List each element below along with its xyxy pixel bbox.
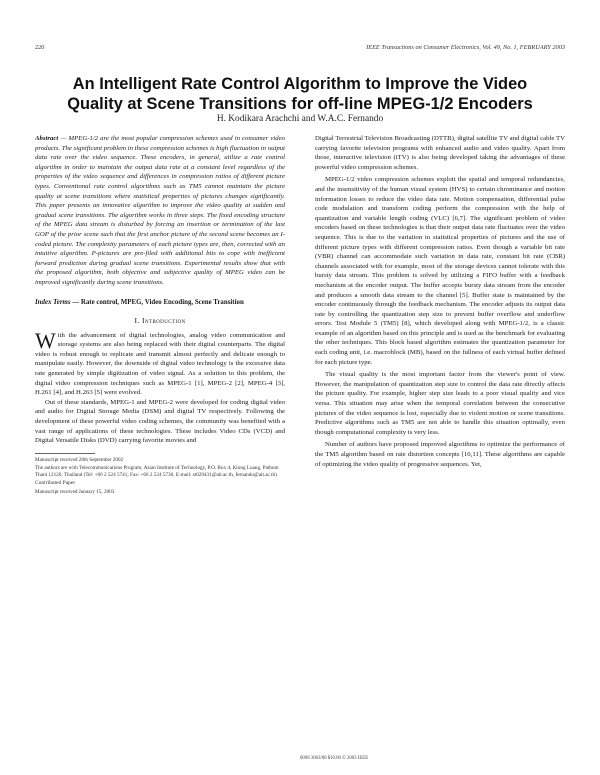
title-line-1: An Intelligent Rate Control Algorithm to Improve the Video: [72, 75, 528, 93]
right-paragraph-1: Digital Terrestrial Television Broadcasting (DTTB), digital satellite TV and digital cable TV carrying favorite television programs with enhanced audio and video quality. Apart from those, interactive television (iTV) is also being developed taking the advantages of these powerful video compression schemes.: [315, 135, 565, 171]
contributed-paper: Contributed Paper: [35, 480, 76, 487]
left-column: [35, 134, 285, 749]
footnote-received: Manuscript received 28th September 2002: [35, 456, 124, 463]
section-title: Introduction: [142, 316, 186, 326]
drop-cap: W: [35, 327, 56, 353]
journal-name: IEEE Transactions on Consumer Electronics, Vol. 49, No. 1, FEBRUARY 2003: [366, 44, 565, 51]
section-heading: [35, 316, 285, 326]
intro-paragraph-1: [35, 327, 285, 398]
right-paragraph-2: MPEG-1/2 video compression schemes exploit the spatial and temporal redundancies, and the insensitivity of the human visual system (HVS) to certain chrominance and motion information losses to reduce the video data rate. Motion compensation, differential pulse code modulation and transform coding perform the compression with the help of quantization and variable length coding (VLC) [6,7]. The significant problem of video encoders based on these technologies is that their output data rate fluctuates over the video sequence. This is due to the variation in statistical properties of pictures and the use of different picture types with different compression ratios. Even though a variable bit rate (VBR) channel can accommodate such variation in data rate, constant bit rate (CBR) channels associated with for example, most of the storage devices cannot tolerate with this bursty data stream. This problem is solved by utilizing a FIFO buffer with a feedback mechanism at the encoder output. The buffer accepts bursty data stream from the encoder and produces a smooth data stream to the channel [5]. Buffer state is maintained by the encoder continuously through the feedback mechanism. The encoder adjusts its output data rate by controlling the quantization step size to prevent buffer overflow and underflow errors. Test Module 5 (TM5) [8], which developed along with MPEG-1/2, is a classic example of an algorithm based on this principle and is used as the benchmark for evaluating the other techniques. This block based algorithm estimates the quantization parameter for each coding unit, i.e. macroblock (MB), based on the fullness of each virtual buffer defined for each picture type.: [315, 176, 565, 366]
page-footer: [35, 756, 565, 764]
right-paragraph-3: The visual quality is the most important factor from the viewer's point of view. However, the manipulation of quantization step size to control the data rate directly affects the picture quality. For example, higher step size leads to a poor visual quality and vice versa. This situation may arise when the temporal correlation between the consecutive pictures of the video sequence is lost, especially due to violent motion or scene transitions. Predictive algorithms such as TM5 are not able to handle this situation optimally, even though computational complexity is very less.: [315, 371, 565, 436]
manuscript-revised: Manuscript received January 15, 2003: [35, 488, 115, 495]
index-terms-label: Index Terms: [35, 298, 71, 306]
paper-authors: H. Kodikara Arachchi and W.A.C. Fernando: [216, 114, 384, 124]
running-header: [35, 44, 565, 56]
abstract-label: Abstract: [35, 135, 59, 142]
abstract: Abstract — MPEG-1/2 are the most popular compression schemes used in consumer video products. The significant problem in these compression schemes is high fluctuation in output data rate over the video sequence. These encoders, in general, utilize a rate control algorithm in order to maintain the output data rate at a constant level regardless of the properties of the video sequence and differences in compression ratios of different picture types. Conventional rate control algorithms such as TM5 cannot maintain the picture quality at scene transitions where statistical properties of pictures changes significantly. This paper presents an innovative algorithm to improve the video quality at sudden and gradual scene transitions. The algorithm works in three steps. The fixed encoding structure of the MPEG data stream is disturbed by forcing an insertion or termination of the last GOP of the prior scene such that the first anchor picture of the second scene becomes an I-coded picture. The complexity parameters of each picture types are, then, corrected with an intuitive algorithm. P-pictures are pre-filed with additional bits to cope with inefficient forward prediction during gradual scene transitions. Experimental results show that with the proposed algorithm, both objective and subjective quality of MPEG video can be improved significantly during scene transitions.: [35, 135, 285, 286]
index-terms: Index Terms — Rate control, MPEG, Video Encoding, Scene Transition: [35, 298, 244, 306]
section-number: I.: [134, 316, 140, 326]
right-paragraph-4: Number of authors have proposed improved algorithms to optimize the performance of the TM5 algorithm based on rate distortion concepts [10,11]. These algorithms are capable of optimizing the video quality of progressive sequences. Yet,: [315, 441, 565, 468]
intro-paragraph-1-text: ith the advancement of digital technologies, analog video communication and storage systems are also being replaced with their digital counterparts. The digital video is robust enough to replicate and transmit almost perfectly and delicate enough to manipulate easily. However, the downside of digital video technology is the excessive data rate generated by simple digitization of video signal. As a solution to this problem, the digital video compression techniques such as MPEG-1 [1], MPEG-2 [2], MPEG-4 [3], H.261 [4], and H.263 [5] were evolved.: [35, 331, 285, 397]
issn-notice: 0098 3063/00 $10.00 © 2003 IEEE: [300, 756, 369, 761]
index-terms-text: Rate control, MPEG, Video Encoding, Scene Transition: [80, 298, 244, 306]
footnotes: [35, 453, 285, 496]
abstract-text: MPEG-1/2 are the most popular compression schemes used in consumer video products. The significant problem in these compression schemes is high fluctuation in output data rate over the video sequence. These encoders, in general, utilize a rate control algorithm in order to maintain the output data rate at a constant level regardless of the properties of the video sequence and differences in compression ratios of different picture types. Conventional rate control algorithms such as TM5 cannot maintain the picture quality at scene transitions where statistical properties of pictures changes significantly. This paper presents an innovative algorithm to improve the video quality at sudden and gradual scene transitions. The algorithm works in three steps. The fixed encoding structure of the MPEG data stream is disturbed by forcing an insertion or termination of the last GOP of the prior scene such that the first anchor picture of the second scene becomes an I-coded picture. The complexity parameters of each picture types are, then, corrected with an intuitive algorithm. P-pictures are pre-filed with additional bits to cope with inefficient forward prediction during gradual scene transitions. Experimental results show that with the proposed algorithm, both objective and subjective quality of MPEG video can be improved significantly during scene transitions.: [35, 135, 285, 286]
paper-title: [40, 74, 560, 114]
intro-paragraph-2: Out of these standards, MPEG-1 and MPEG-2 were developed for coding digital video and audio for Digital Storage Media (DSM) and digital TV respectively. Following the development of these powerful video coding schemes, the community was benefited with a vast range of applications of these technologies. These includes Video CDs (VCD) and Digital Versatile Disks (DVD) carrying favorite movies and: [35, 398, 285, 445]
right-column: [315, 134, 565, 749]
footnote-affiliation: The authors are with Telecommunications Program, Asian Institute of Technology, P.O. Box 4, Klong Luang, Pathum Thani 12120, Thailand (Tel: +66 2 524 5741, Fax: +66 2 524 5730, E-mail: st029431@ait.ac.th, fernando@ait.ac.th): [35, 465, 279, 479]
title-line-2: Quality at Scene Transitions for off-line MPEG-1/2 Encoders: [67, 95, 533, 113]
page-number: 220: [35, 44, 45, 51]
